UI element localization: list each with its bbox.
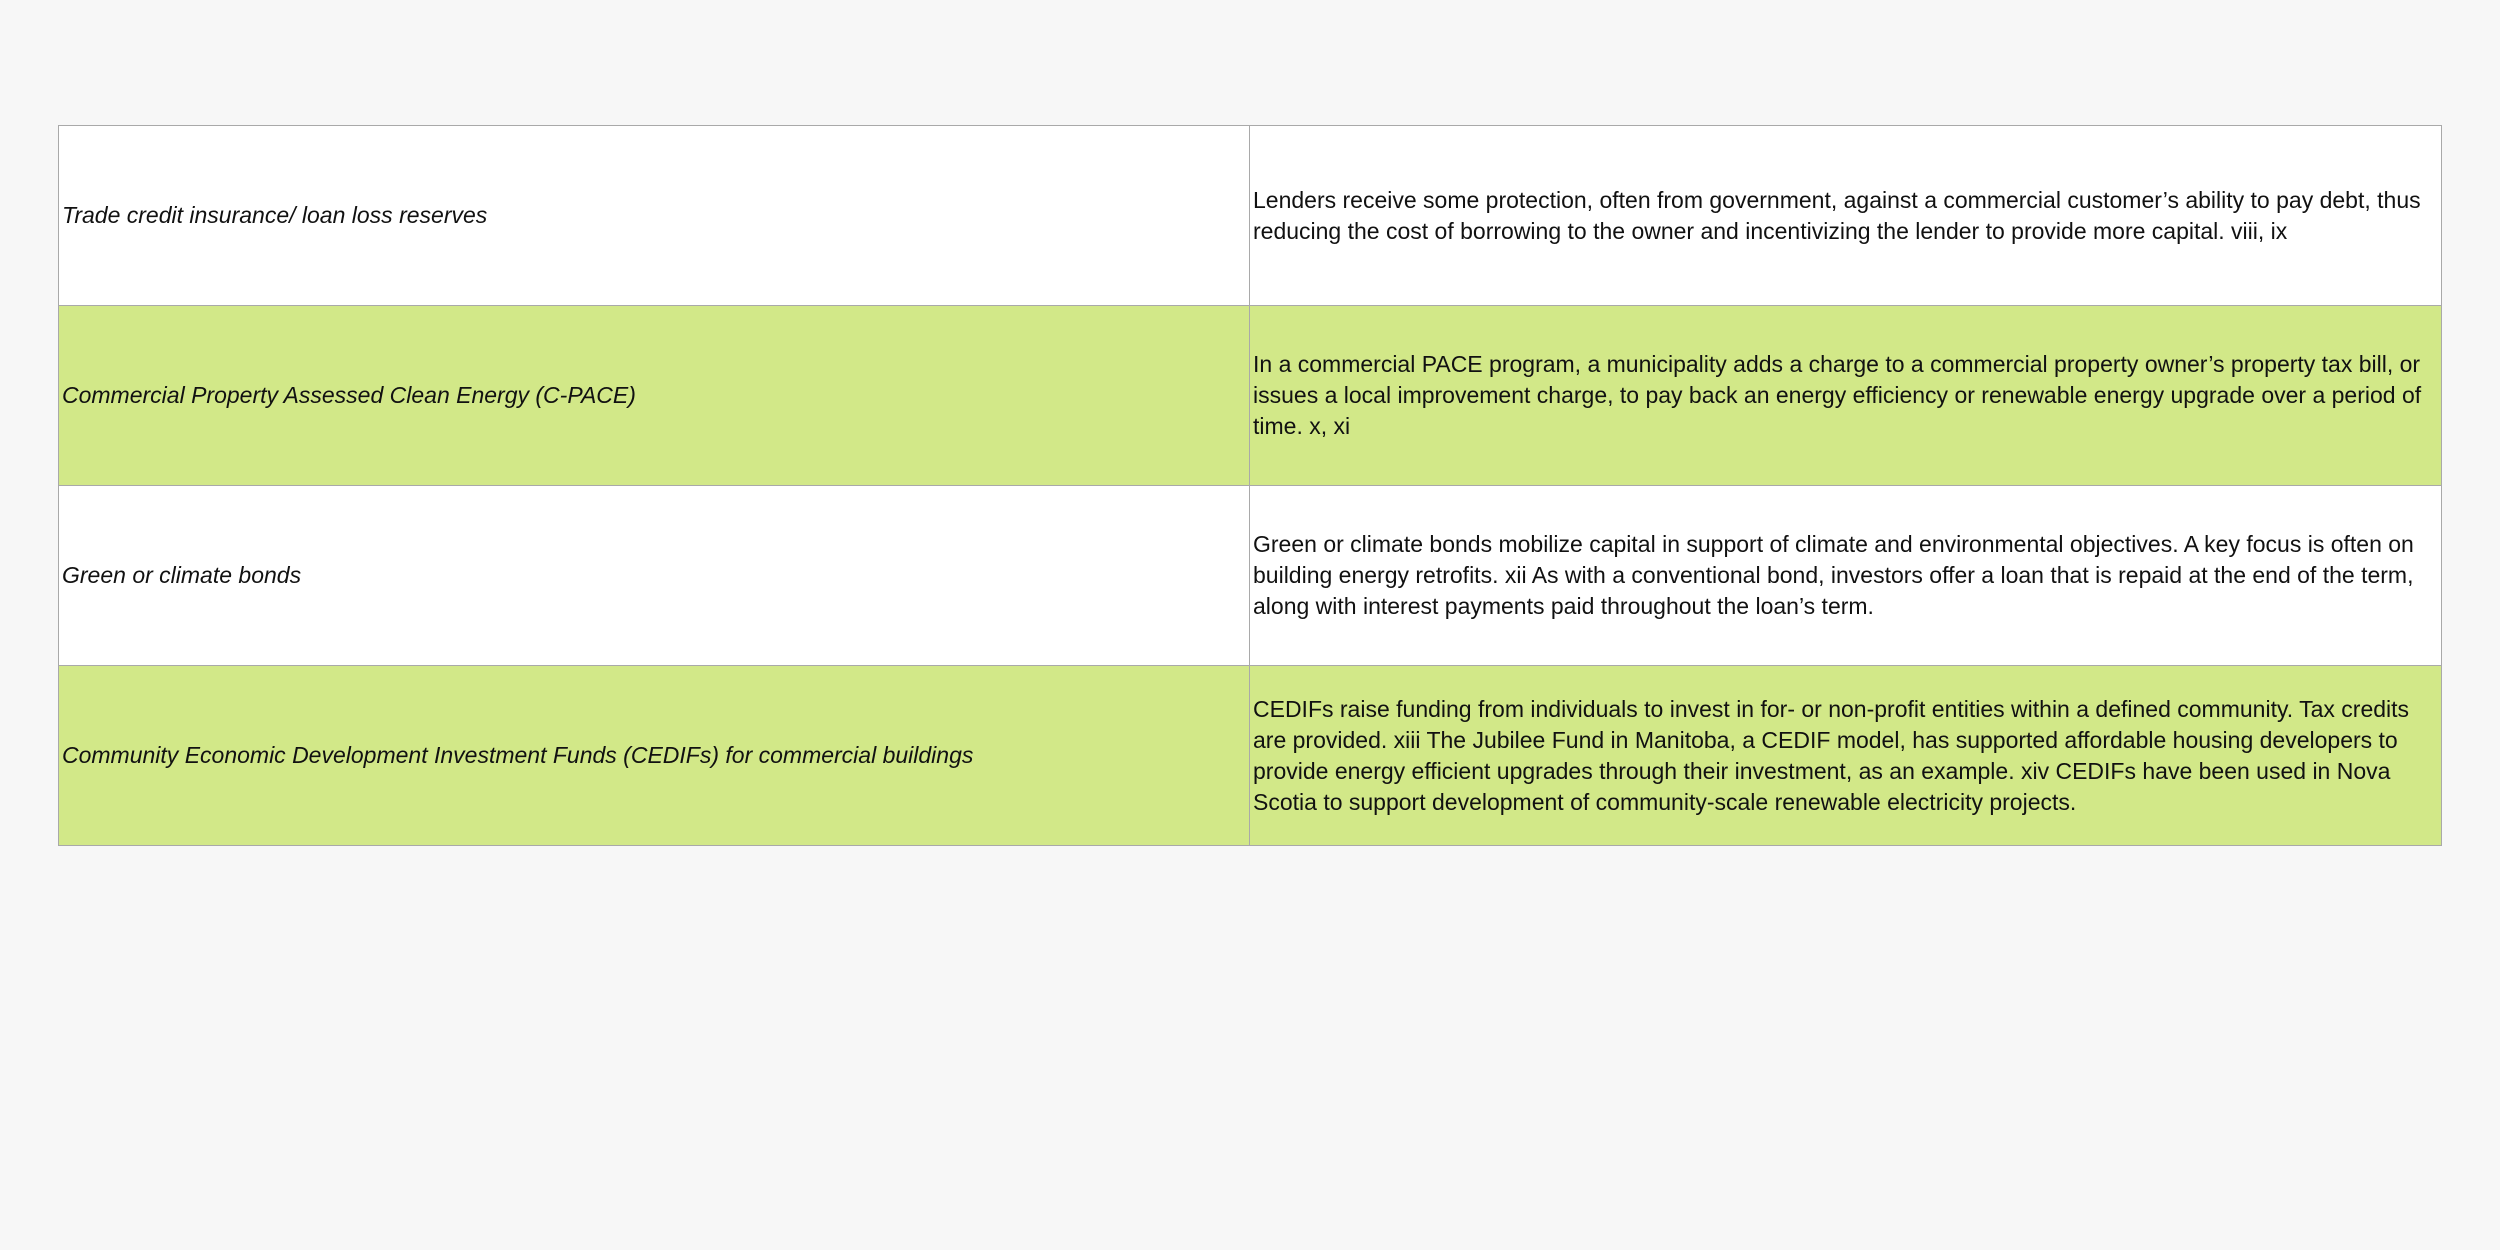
term-cell (59, 486, 1250, 665)
description-text: CEDIFs raise funding from individuals to invest in for- or non-profit entities within a defined community. Tax credits are provided. xiii The Jubilee Fund in Manitoba, a CEDIF model, has supported affordable housing developers to provide energy efficient upgrades through their investment, as an example. xiv CEDIFs have been used in Nova Scotia to support development of community-scale renewable electricity projects. (1253, 695, 2410, 815)
table-row (59, 306, 2442, 486)
description-cell (1250, 126, 2442, 305)
description-text: Green or climate bonds mobilize capital in support of climate and environmental objectives. A key focus is often on building energy retrofits. xii As with a conventional bond, investors offer a loan that is repaid at the end of the term, along with interest payments paid throughout the loan’s term. (1253, 531, 2414, 619)
term-text: Green or climate bonds (62, 562, 302, 588)
table-row (59, 126, 2442, 306)
term-cell (59, 306, 1250, 485)
description-text: In a commercial PACE program, a municipality adds a charge to a commercial property owner’s property tax bill, or issues a local improvement charge, to pay back an energy efficiency or renewable energy upgrade over a period of time. x, xi (1253, 351, 2422, 439)
description-cell (1250, 666, 2442, 845)
description-cell (1250, 486, 2442, 665)
term-text: Community Economic Development Investment Funds (CEDIFs) for commercial buildings (62, 742, 974, 768)
term-text: Commercial Property Assessed Clean Energy (C-PACE) (62, 382, 636, 408)
term-text: Trade credit insurance/ loan loss reserves (62, 202, 488, 228)
description-cell (1250, 306, 2442, 485)
term-cell (59, 126, 1250, 305)
description-text: Lenders receive some protection, often from government, against a commercial customer’s ability to pay debt, thus reducing the cost of borrowing to the owner and incentivizing the lender to provide more capital. viii, ix (1253, 186, 2421, 244)
table-row (59, 486, 2442, 666)
term-cell (59, 666, 1250, 845)
financing-mechanisms-table (58, 125, 2442, 846)
table-row (59, 666, 2442, 846)
